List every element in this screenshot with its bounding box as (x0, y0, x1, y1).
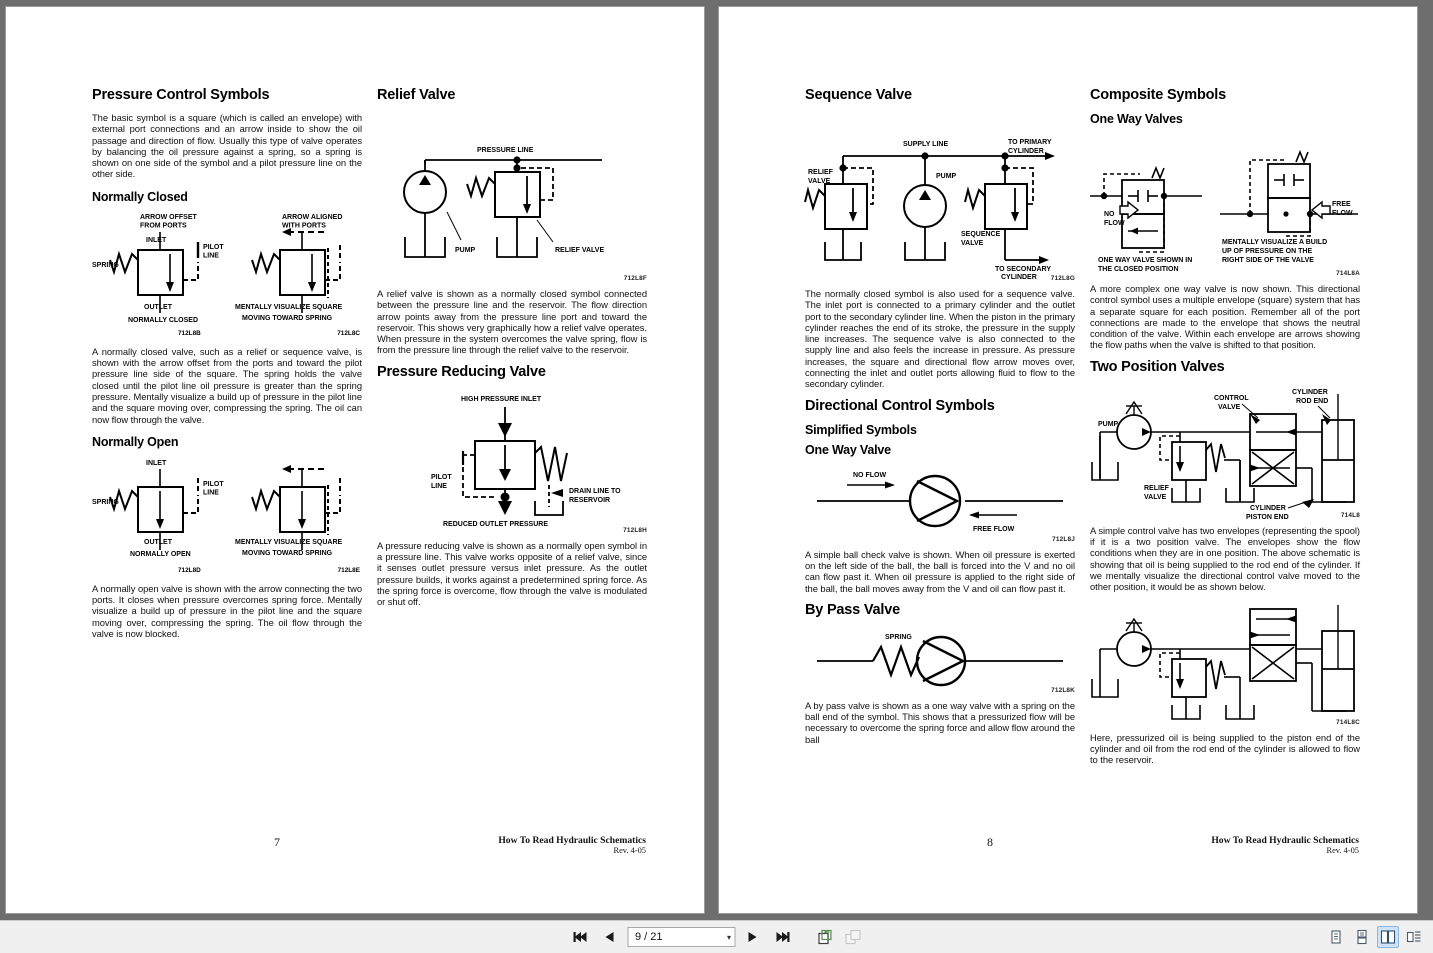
simplified-symbols-heading: Simplified Symbols (805, 422, 917, 437)
single-page-icon (1328, 929, 1344, 945)
page8-footer (719, 835, 1417, 865)
figure-code-712L8E: 712L8E (337, 566, 360, 574)
svg-text:VALVE: VALVE (961, 240, 984, 247)
page-title: Pressure Control Symbols (92, 87, 270, 103)
page-number-input[interactable] (627, 927, 735, 947)
svg-text:PILOT: PILOT (431, 473, 452, 481)
svg-text:REDUCED OUTLET PRESSURE: REDUCED OUTLET PRESSURE (443, 520, 549, 528)
page-number: 7 (274, 835, 280, 849)
svg-text:CYLINDER: CYLINDER (1001, 274, 1037, 281)
relief-valve-figure (377, 112, 647, 282)
figure-code-712L8B: 712L8B (178, 329, 201, 337)
layout-single-page-button[interactable] (1325, 926, 1347, 948)
svg-text:HIGH PRESSURE INLET: HIGH PRESSURE INLET (461, 395, 542, 403)
sequence-valve-heading: Sequence Valve (805, 87, 912, 103)
one-way-valve-heading: One Way Valve (805, 442, 891, 457)
svg-text:INLET: INLET (146, 459, 167, 467)
by-pass-valve-text: A by pass valve is shown as a one way valve with a spring on the ball end of the symbol. This shows that a pressurized flow will be necessary to overcome the spring force and allow flow around the ball (805, 699, 1075, 745)
page7-column-right (377, 87, 647, 616)
one-way-valve-text: A simple ball check valve is shown. When oil pressure is exerted on the left side of the ball, the ball is forced into the V and no oil can flow past it. When oil pressure is applied to the right side of the ball, the ball moves away from the V and oil can flow past it. (805, 548, 1075, 594)
fit-width-icon (845, 929, 862, 945)
svg-text:PUMP: PUMP (455, 247, 476, 254)
continuous-scroll-icon (1354, 929, 1370, 945)
svg-text:SUPPLY LINE: SUPPLY LINE (903, 141, 949, 148)
sequence-valve-text: The normally closed symbol is also used for a sequence valve. The inlet port is connected to a primary cylinder and the outlet port to the secondary cylinder line. When the piston in the primary cylinder reaches the end of its stroke, the pressure in the supply line increases. The sequence valve is also connected to the supply line and also feels the increase in pressure. As pressure increases, the square and directional flow arrow moves over, connecting the inlet and outlet ports allowing fluid to flow to the secondary cylinder. (805, 288, 1075, 390)
svg-text:ONE WAY VALVE SHOWN IN: ONE WAY VALVE SHOWN IN (1098, 257, 1193, 264)
svg-text:INLET: INLET (146, 236, 167, 244)
svg-text:FREE FLOW: FREE FLOW (973, 525, 1015, 533)
svg-text:SEQUENCE: SEQUENCE (961, 231, 1001, 238)
composite-symbols-heading: Composite Symbols (1090, 87, 1226, 103)
pressure-reducing-valve-heading: Pressure Reducing Valve (377, 363, 546, 380)
figure-code-712L8D: 712L8D (178, 566, 201, 574)
one-way-valve-figure (805, 463, 1075, 543)
figure-code-712L8C: 712L8C (337, 329, 360, 337)
layout-two-page-button[interactable] (1377, 926, 1399, 948)
last-page-button[interactable] (771, 926, 793, 948)
svg-text:PRESSURE LINE: PRESSURE LINE (477, 147, 534, 154)
svg-text:THE CLOSED POSITION: THE CLOSED POSITION (1098, 266, 1179, 273)
svg-text:RELIEF: RELIEF (1144, 484, 1169, 492)
figure-code-714L8C: 714L8C (1336, 718, 1360, 726)
last-page-icon (775, 931, 789, 943)
one-way-valves-heading: One Way Valves (1090, 112, 1183, 126)
normally-open-heading: Normally Open (92, 434, 179, 449)
normally-closed-text: A normally closed valve, such as a relief or sequence valve, is shown with the arrow offset from the ports and toward the pilot pressure line side of the square. The spring holds the valve closed until the pilot line oil pressure is greater than the spring pressure. Mentally visualize a build up of pressure in the pilot line and the square moving over, compressing the spring. The oil can now flow through the valve. (92, 345, 362, 425)
svg-text:SPRING: SPRING (92, 498, 119, 506)
svg-text:MENTALLY VISUALIZE A BUILD: MENTALLY VISUALIZE A BUILD (1222, 239, 1328, 246)
two-position-valve-figure (1090, 384, 1360, 519)
footer-title: How To Read Hydraulic Schematics (498, 835, 646, 846)
svg-text:SPRING: SPRING (885, 633, 912, 641)
svg-text:ROD END: ROD END (1296, 397, 1329, 405)
viewer-toolbar (0, 920, 1433, 953)
svg-text:NO FLOW: NO FLOW (853, 471, 887, 479)
normally-closed-figure (92, 210, 362, 340)
figure-code-714L8: 714L8 (1340, 511, 1360, 519)
svg-text:PISTON END: PISTON END (1246, 513, 1289, 521)
next-page-button[interactable] (742, 926, 764, 948)
first-page-button[interactable] (569, 926, 591, 948)
book-view-icon (1406, 929, 1422, 945)
chevron-down-icon[interactable]: ▾ (726, 932, 731, 942)
normally-open-text: A normally open valve is shown with the arrow connecting the two ports. It closes when pressure overcomes spring force. Mentally visualize a build up of pressure in the pilot line and the square moving over, compressing the spring. The oil flow through the valve is now blocked. (92, 582, 362, 640)
svg-text:WITH PORTS: WITH PORTS (282, 222, 326, 230)
two-position-valves-text: A simple control valve has two envelopes (representing the spool) if it is a two position valve. The envelopes show the flow conditions when they are in one position. The above schematic is showing that oil is being supplied to the rod end of the cylinder. If we mentally visualize the directional control valve moved to the other position, it would be as shown below. (1090, 524, 1360, 593)
shifted-valve-figure (1090, 601, 1360, 726)
svg-text:ARROW OFFSET: ARROW OFFSET (140, 213, 197, 221)
toolbar-navigation-group (569, 926, 864, 948)
svg-text:NO: NO (1104, 211, 1115, 218)
relief-valve-heading: Relief Valve (377, 87, 456, 103)
svg-text:DRAIN LINE TO: DRAIN LINE TO (569, 487, 621, 495)
svg-text:CYLINDER: CYLINDER (1250, 504, 1286, 512)
svg-text:MENTALLY VISUALIZE SQUARE: MENTALLY VISUALIZE SQUARE (235, 303, 343, 311)
svg-text:PILOT: PILOT (203, 480, 224, 488)
figure-code-712L8G: 712L8G (1050, 275, 1075, 282)
svg-text:RIGHT SIDE OF THE VALVE: RIGHT SIDE OF THE VALVE (1222, 257, 1314, 264)
chevron-right-icon (748, 931, 759, 943)
composite-symbols-text: A more complex one way valve is now shown. This directional control symbol uses a multiple envelope (square) system that has a separate square for each position. Remember all of the port connections are made to the envelope that shows the neutral condition of the valve. Within each envelope are arrows showing the flow paths when the valve is shifted to that position. (1090, 283, 1360, 351)
by-pass-valve-figure (805, 627, 1075, 694)
svg-text:CYLINDER: CYLINDER (1008, 148, 1044, 155)
svg-text:VALVE: VALVE (1218, 403, 1241, 411)
svg-text:CONTROL: CONTROL (1214, 394, 1249, 402)
svg-text:PUMP: PUMP (936, 173, 957, 180)
fit-page-button[interactable] (813, 926, 835, 948)
first-page-icon (573, 931, 587, 943)
svg-text:FREE: FREE (1332, 201, 1351, 208)
svg-text:RELIEF: RELIEF (808, 169, 833, 176)
by-pass-valve-heading: By Pass Valve (805, 601, 900, 618)
svg-text:FLOW: FLOW (1332, 210, 1353, 217)
svg-text:TO SECONDARY: TO SECONDARY (995, 266, 1052, 273)
svg-text:NORMALLY CLOSED: NORMALLY CLOSED (128, 316, 199, 324)
chevron-left-icon (604, 931, 615, 943)
svg-text:MOVING TOWARD SPRING: MOVING TOWARD SPRING (242, 314, 333, 322)
two-position-valves-heading: Two Position Valves (1090, 358, 1225, 375)
toolbar-layout-group (1325, 926, 1425, 948)
document-page-8[interactable] (718, 6, 1418, 914)
svg-text:OUTLET: OUTLET (144, 538, 172, 546)
layout-continuous-button[interactable] (1351, 926, 1373, 948)
page8-column-right (1090, 87, 1360, 773)
svg-text:NORMALLY OPEN: NORMALLY OPEN (130, 550, 191, 558)
svg-text:SPRING: SPRING (92, 261, 119, 269)
svg-text:LINE: LINE (203, 489, 219, 497)
page7-column-left (92, 87, 362, 647)
svg-text:TO PRIMARY: TO PRIMARY (1008, 139, 1052, 146)
figure-code-712L8F: 712L8F (623, 275, 647, 282)
document-page-7[interactable] (5, 6, 705, 914)
svg-text:MENTALLY VISUALIZE SQUARE: MENTALLY VISUALIZE SQUARE (235, 538, 343, 546)
layout-book-button[interactable] (1403, 926, 1425, 948)
pressure-reducing-valve-figure (377, 389, 647, 534)
page-number-value: 9 / 21 (635, 931, 663, 943)
fit-width-button[interactable] (842, 926, 864, 948)
figure-code-712L8H: 712L8H (623, 526, 647, 534)
svg-text:VALVE: VALVE (1144, 493, 1167, 501)
page7-footer (6, 835, 704, 865)
svg-text:MOVING TOWARD SPRING: MOVING TOWARD SPRING (242, 549, 333, 557)
directional-control-heading: Directional Control Symbols (805, 397, 995, 414)
figure-code-712L8J: 712L8J (1052, 535, 1075, 543)
svg-text:OUTLET: OUTLET (144, 303, 172, 311)
footer-revision: Rev. 4-05 (1326, 846, 1359, 855)
svg-text:LINE: LINE (203, 252, 219, 260)
figure-code-712L8K: 712L8K (1051, 686, 1075, 694)
footer-title: How To Read Hydraulic Schematics (1211, 835, 1359, 846)
svg-text:CYLINDER: CYLINDER (1292, 388, 1328, 396)
svg-text:RESERVOIR: RESERVOIR (569, 496, 611, 504)
footer-revision: Rev. 4-05 (613, 846, 646, 855)
intro-paragraph: The basic symbol is a square (which is called an envelope) with external port connections and an arrow inside to show the oil passage and direction of flow. Usually this type of valve operates by balancing the oil pressure against a spring, so a spring is shown on one side of the symbol and a pilot pressure line on the other side. (92, 112, 362, 180)
previous-page-button[interactable] (598, 926, 620, 948)
fit-page-icon (816, 929, 833, 945)
composite-symbols-figure (1090, 132, 1360, 277)
svg-text:LINE: LINE (431, 482, 447, 490)
svg-text:UP OF PRESSURE ON THE: UP OF PRESSURE ON THE (1222, 248, 1313, 255)
shifted-valve-text: Here, pressurized oil is being supplied to the piston end of the cylinder and oil from the rod end of the cylinder is allowed to flow to the reservoir. (1090, 731, 1360, 766)
svg-text:PUMP: PUMP (1098, 420, 1119, 428)
normally-open-figure (92, 455, 362, 577)
svg-text:RELIEF VALVE: RELIEF VALVE (555, 247, 605, 254)
svg-text:FROM PORTS: FROM PORTS (140, 222, 187, 230)
page8-column-left (805, 87, 1075, 753)
sequence-valve-figure (805, 112, 1075, 282)
svg-text:PILOT: PILOT (203, 243, 224, 251)
normally-closed-heading: Normally Closed (92, 189, 188, 204)
svg-text:VALVE: VALVE (808, 178, 831, 185)
pressure-reducing-valve-text: A pressure reducing valve is shown as a normally open symbol in a pressure line. This valve works opposite of a relief valve, since it senses outlet pressure versus inlet pressure. As the outlet pressure builds, it works against a predetermined spring force. As the spring force is overcome, flow through the valve is modulated or shut off. (377, 539, 647, 608)
svg-text:FLOW: FLOW (1104, 220, 1125, 227)
page-number: 8 (987, 835, 993, 849)
svg-text:ARROW ALIGNED: ARROW ALIGNED (282, 213, 343, 221)
figure-code-714L8A: 714L8A (1336, 270, 1360, 277)
two-page-icon (1380, 929, 1396, 945)
relief-valve-text: A relief valve is shown as a normally closed symbol connected between the pressure line and the reservoir. The flow direction arrow points away from the pressure line port and toward the reservoir. This shows very graphically how a relief valve operates. When pressure in the system overcomes the valve spring, flow is from the pressure line through the relief valve to the reservoir. (377, 288, 647, 356)
